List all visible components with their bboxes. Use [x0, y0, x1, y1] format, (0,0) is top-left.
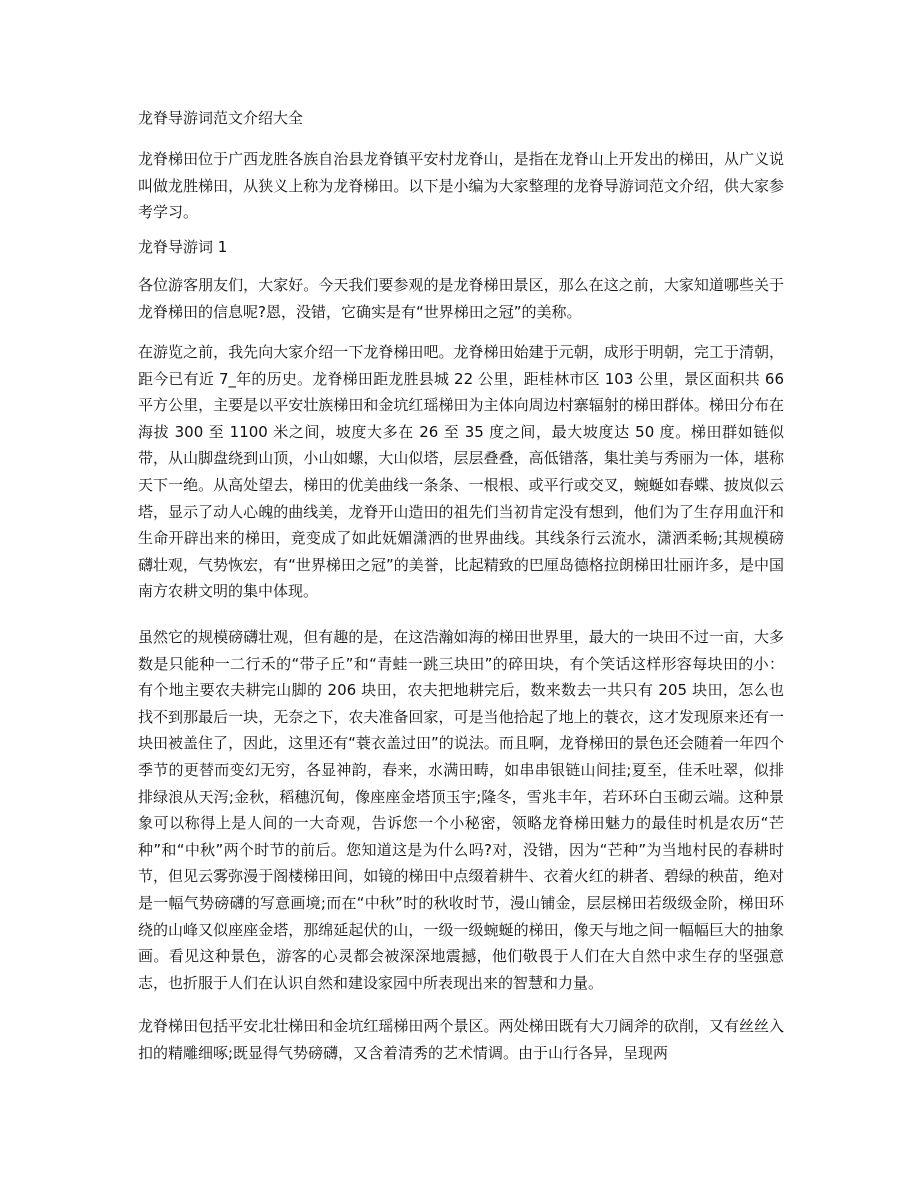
body-paragraph-3: 虽然它的规模磅礴壮观，但有趣的是，在这浩瀚如海的梯田世界里，最大的一块田不过一亩，大多数是只能种一二行禾的“带子丘”和“青蛙一跳三块田”的碎田块，有个笑话这样形容每块田的小：有个地主要农夫耕完山脚的 206 块田，农夫把地耕完后，数来数去一共只有 205 块田，怎么也找不到那最后一块，无奈之下，农夫准备回家，可是当他拾起了地上的蓑衣，这才发现原来还有一块田被盖住了，因此，这里还有“蓑衣盖过田”的说法。而且啊，龙脊梯田的景色还会随着一年四个季节的更替而变幻无穷，各显神韵，春来，水满田畴，如串串银链山间挂;夏至，佳禾吐翠，似排排绿浪从天泻;金秋，稻穗沉甸，像座座金塔顶玉宇;隆冬，雪兆丰年，若环环白玉砌云端。这种景象可以称得上是人间的一大奇观，告诉您一个小秘密，领略龙脊梯田魅力的最佳时机是农历“芒种”和“中秋”两个时节的前后。您知道这是为什么吗?对，没错，因为“芒种”为当地村民的春耕时节，但见云雾弥漫于阁楼梯田间，如镜的梯田中点缀着耕牛、衣着火红的耕者、碧绿的秧苗，绝对是一幅气势磅礴的写意画境;而在“中秋”时的秋收时节，漫山铺金，层层梯田若级级金阶，梯田环绕的山峰又似座座金塔，那绵延起伏的山，一级一级蜿蜒的梯田，像天与地之间一幅幅巨大的抽象画。看见这种景色，游客的心灵都会被深深地震撼，他们敬畏于人们在大自然中求生存的坚强意志，也折服于人们在认识自然和建设家园中所表现出来的智慧和力量。 — [138, 628, 784, 992]
body-paragraph-1: 各位游客朋友们，大家好。今天我们要参观的是龙脊梯田景区，那么在这之前，大家知道哪些关于龙脊梯田的信息呢?恩，没错，它确实是有“世界梯田之冠”的美称。 — [138, 276, 784, 321]
body-paragraph-2: 在游览之前，我先向大家介绍一下龙脊梯田吧。龙脊梯田始建于元朝，成形于明朝，完工于清朝，距今已有近 7_年的历史。龙脊梯田距龙胜县城 22 公里，距桂林市区 103 公里，景区面积共 66 平方公里，主要是以平安壮族梯田和金坑红瑶梯田为主体向周边村寨辐射的梯田群体。梯田分布在海拔 300 至 1100 米之间，坡度大多在 26 至 35 度之间，最大坡度达 50 度。梯田群如链似带，从山脚盘绕到山顶，小山如螺，大山似塔，层层叠叠，高低错落，集壮美与秀丽为一体，堪称天下一绝。从高处望去，梯田的优美曲线一条条、一根根、或平行或交叉，蜿蜒如春蝶、披岚似云塔，显示了动人心魄的曲线美，龙脊开山造田的祖先们当初肯定没有想到，他们为了生存用血汗和生命开辟出来的梯田，竟变成了如此妩媚潇洒的世界曲线。其线条行云流水，潇洒柔畅;其规模磅礴壮观，气势恢宏，有“世界梯田之冠”的美誉，比起精致的巴厘岛德格拉朗梯田壮丽许多，是中国南方农耕文明的集中体现。 — [138, 343, 784, 601]
section-heading: 龙脊导游词 1 — [138, 238, 228, 256]
intro-paragraph: 龙脊梯田位于广西龙胜各族自治县龙脊镇平安村龙脊山，是指在龙脊山上开发出的梯田，从广义说叫做龙胜梯田，从狭义上称为龙脊梯田。以下是小编为大家整理的龙脊导游词范文介绍，供大家参考学习。 — [138, 150, 784, 222]
document-title: 龙脊导游词范文介绍大全 — [138, 109, 304, 127]
body-paragraph-4: 龙脊梯田包括平安北壮梯田和金坑红瑶梯田两个景区。两处梯田既有大刀阔斧的砍削，又有丝丝入扣的精雕细啄;既显得气势磅礴，又含着清秀的艺术情调。由于山行各异，呈现两 — [138, 1017, 784, 1062]
